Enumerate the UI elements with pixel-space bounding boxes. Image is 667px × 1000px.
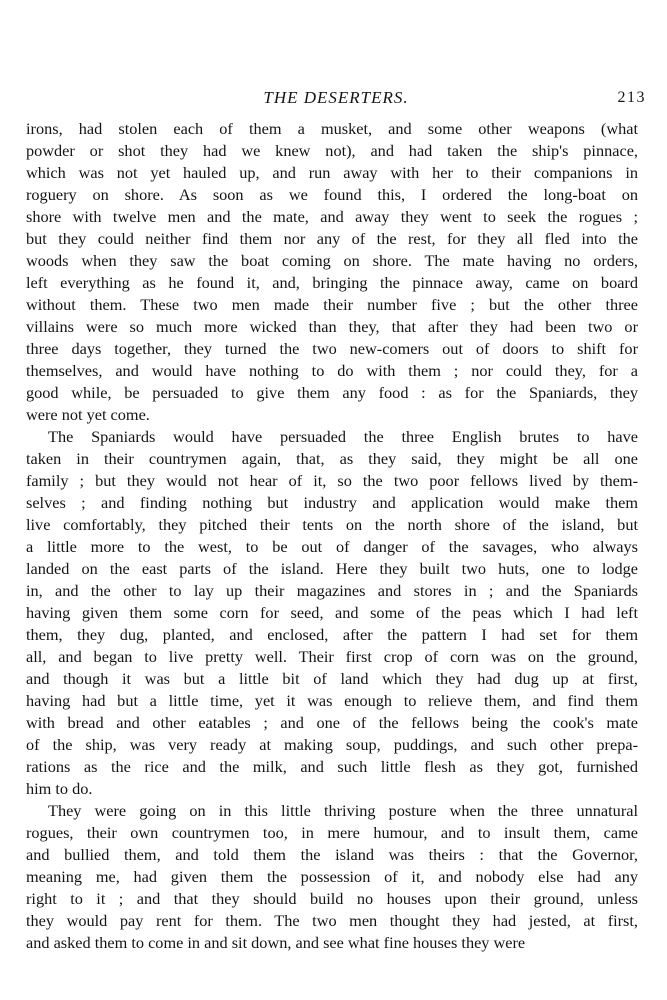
text-line: left everything as he found it, and, bringing the pinnace away, came on board — [26, 273, 638, 292]
text-line: roguery on shore. As soon as we found this, I ordered the long-boat on — [26, 185, 638, 204]
text-line: good while, be persuaded to give them any food : as for the Spaniards, they — [26, 383, 638, 402]
text-line: which was not yet hauled up, and run away with her to their companions in — [26, 163, 638, 182]
text-line: a little more to the west, to be out of danger of the savages, who always — [26, 537, 638, 556]
running-title: THE DESERTERS. — [263, 88, 409, 107]
text-line: selves ; and finding nothing but industry and application would make them — [26, 493, 638, 512]
text-line: of the ship, was very ready at making soup, puddings, and such other prepa- — [26, 735, 638, 754]
text-line: woods when they saw the boat coming on shore. The mate having no orders, — [26, 251, 638, 270]
text-line: rogues, their own countrymen too, in mere humour, and to insult them, came — [26, 823, 638, 842]
text-line: themselves, and would have nothing to do with them ; nor could they, for a — [26, 361, 638, 380]
text-line: taken in their countrymen again, that, as they said, they might be all one — [26, 449, 638, 468]
text-line: were not yet come. — [26, 405, 150, 424]
text-line: family ; but they would not hear of it, so the two poor fellows lived by them- — [26, 471, 638, 490]
paragraph — [26, 118, 638, 426]
text-line: having given them some corn for seed, and some of the peas which I had left — [26, 603, 638, 622]
text-line: shore with twelve men and the mate, and away they went to seek the rogues ; — [26, 207, 638, 226]
paragraph — [26, 426, 638, 800]
text-line: landed on the east parts of the island. Here they built two huts, one to lodge — [26, 559, 638, 578]
text-line: right to it ; and that they should build no houses upon their ground, unless — [26, 889, 638, 908]
text-line: having had but a little time, yet it was enough to relieve them, and find them — [26, 691, 638, 710]
text-line: meaning me, had given them the possession of it, and nobody else had any — [26, 867, 638, 886]
text-line: powder or shot they had we knew not), and had taken the ship's pinnace, — [26, 141, 638, 160]
text-line: them, they dug, planted, and enclosed, after the pattern I had set for them — [26, 625, 638, 644]
body-text — [26, 118, 638, 954]
text-line: and bullied them, and told them the island was theirs : that the Governor, — [26, 845, 638, 864]
text-line: three days together, they turned the two new-comers out of doors to shift for — [26, 339, 638, 358]
text-line: irons, had stolen each of them a musket, and some other weapons (what — [26, 119, 638, 138]
text-line: The Spaniards would have persuaded the three English brutes to have — [48, 427, 638, 446]
text-line: villains were so much more wicked than they, that after they had been two or — [26, 317, 638, 336]
paragraph — [26, 800, 638, 954]
text-line: live comfortably, they pitched their tents on the north shore of the island, but — [26, 515, 638, 534]
text-line: in, and the other to lay up their magazines and stores in ; and the Spaniards — [26, 581, 638, 600]
running-head — [26, 88, 646, 112]
text-line: and though it was but a little bit of land which they had dug up at first, — [26, 669, 638, 688]
text-line: They were going on in this little thriving posture when the three unnatural — [48, 801, 638, 820]
text-line: him to do. — [26, 779, 93, 798]
text-line: all, and began to live pretty well. Their first crop of corn was on the ground, — [26, 647, 638, 666]
page-number: 213 — [617, 89, 646, 106]
text-line: rations as the rice and the milk, and such little flesh as they got, furnished — [26, 757, 638, 776]
text-line: but they could neither find them nor any of the rest, for they all fled into the — [26, 229, 638, 248]
text-line: without them. These two men made their number five ; but the other three — [26, 295, 638, 314]
text-line: with bread and other eatables ; and one of the fellows being the cook's mate — [26, 713, 638, 732]
text-line: they would pay rent for them. The two men thought they had jested, at first, — [26, 911, 638, 930]
text-line: and asked them to come in and sit down, and see what fine houses they were — [26, 933, 526, 952]
